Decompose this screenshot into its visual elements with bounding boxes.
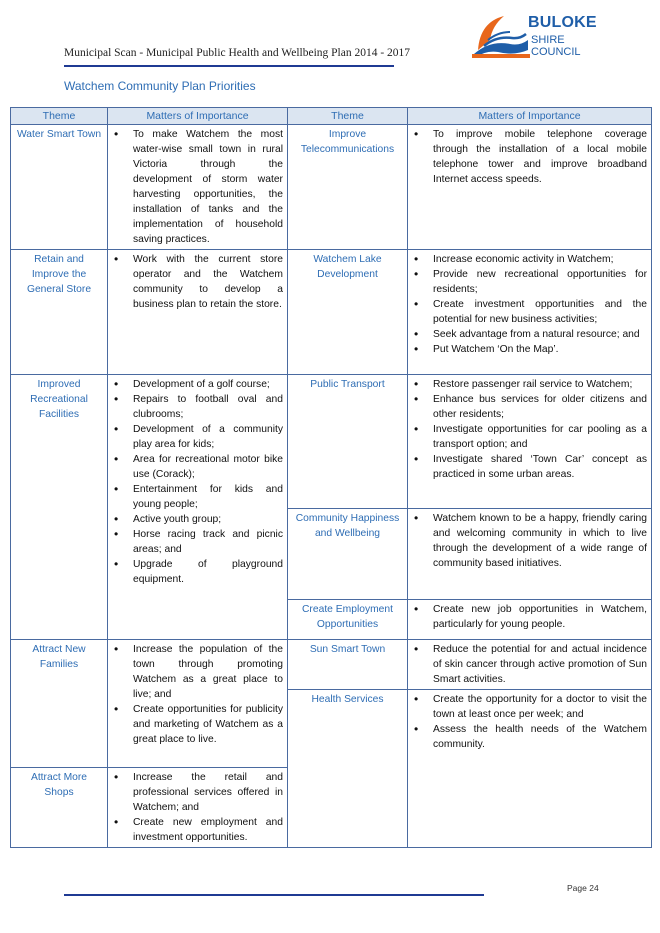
list-item: • To make Watchem the most water-wise small town in rural Victoria through the development of storm water harvesting opportunities, the installation of tanks and the implementation of household saving practices. <box>112 127 283 247</box>
list-item: • Development of a golf course; <box>112 377 283 392</box>
table-row <box>11 640 652 690</box>
matters-cell <box>108 125 288 250</box>
matters-cell <box>408 250 652 375</box>
column-header-matters: Matters of Importance <box>408 108 652 125</box>
list-item: • Seek advantage from a natural resource; and <box>412 327 647 342</box>
priorities-table <box>10 107 652 848</box>
bullet-list <box>412 602 647 632</box>
table-header-row <box>11 108 652 125</box>
theme-cell: Watchem Lake Development <box>288 250 408 375</box>
theme-cell: Sun Smart Town <box>288 640 408 690</box>
list-item: • Watchem known to be a happy, friendly caring and welcoming community in which to live through the development of a wide range of community based initiatives. <box>412 511 647 571</box>
bullet-list <box>412 642 647 687</box>
list-item: • Create investment opportunities and the potential for new business activities; <box>412 297 647 327</box>
bullet-list <box>412 252 647 357</box>
bullet-list <box>112 770 283 845</box>
matters-cell <box>108 640 288 768</box>
list-item: • Create new job opportunities in Watchem, particularly for young people. <box>412 602 647 632</box>
table-row <box>11 375 652 509</box>
theme-cell: Retain and Improve the General Store <box>11 250 108 375</box>
bullet-list <box>412 127 647 187</box>
list-item: • To improve mobile telephone coverage through the installation of a local mobile telephone tower and improve broadband Internet access speeds. <box>412 127 647 187</box>
column-header-theme: Theme <box>288 108 408 125</box>
list-item: • Provide new recreational opportunities for residents; <box>412 267 647 297</box>
list-item: • Create opportunities for publicity and marketing of Watchem as a great place to live. <box>112 702 283 747</box>
list-item: • Increase economic activity in Watchem; <box>412 252 647 267</box>
list-item: • Create new employment and investment opportunities. <box>112 815 283 845</box>
list-item: • Active youth group; <box>112 512 283 527</box>
list-item: • Area for recreational motor bike use (Corack); <box>112 452 283 482</box>
bullet-list <box>412 511 647 571</box>
matters-cell <box>408 125 652 250</box>
list-item: • Entertainment for kids and young people; <box>112 482 283 512</box>
theme-cell: Public Transport <box>288 375 408 509</box>
list-item: • Horse racing track and picnic areas; and <box>112 527 283 557</box>
bullet-list <box>112 377 283 587</box>
bullet-list <box>412 377 647 482</box>
section-title: Watchem Community Plan Priorities <box>64 79 256 93</box>
list-item: • Assess the health needs of the Watchem community. <box>412 722 647 752</box>
list-item: • Investigate shared ‘Town Car’ concept as practiced in some urban areas. <box>412 452 647 482</box>
theme-cell: Improve Telecommunications <box>288 125 408 250</box>
list-item: • Upgrade of playground equipment. <box>112 557 283 587</box>
matters-cell <box>408 375 652 509</box>
matters-cell <box>108 375 288 640</box>
column-header-theme: Theme <box>11 108 108 125</box>
theme-cell: Attract More Shops <box>11 768 108 848</box>
list-item: • Reduce the potential for and actual incidence of skin cancer through active promotion of Sun Smart activities. <box>412 642 647 687</box>
theme-cell: Improved Recreational Facilities <box>11 375 108 640</box>
theme-cell: Health Services <box>288 690 408 848</box>
bullet-list <box>112 127 283 247</box>
list-item: • Enhance bus services for older citizens and other residents; <box>412 392 647 422</box>
document-header-title: Municipal Scan - Municipal Public Health and Wellbeing Plan 2014 - 2017 <box>64 47 411 59</box>
matters-cell <box>408 640 652 690</box>
theme-cell: Community Happiness and Wellbeing <box>288 509 408 600</box>
bullet-list <box>412 692 647 752</box>
list-item: • Restore passenger rail service to Watchem; <box>412 377 647 392</box>
list-item: • Development of a community play area for kids; <box>112 422 283 452</box>
list-item: • Increase the retail and professional services offered in Watchem; and <box>112 770 283 815</box>
column-header-matters: Matters of Importance <box>108 108 288 125</box>
table-row <box>11 250 652 375</box>
matters-cell <box>408 600 652 640</box>
list-item: • Create the opportunity for a doctor to visit the town at least once per week; and <box>412 692 647 722</box>
logo-text-shire-council: SHIRE COUNCIL <box>531 34 581 58</box>
theme-cell: Attract New Families <box>11 640 108 768</box>
footer-divider <box>64 894 484 896</box>
logo-emblem-icon <box>470 10 530 60</box>
list-item: • Work with the current store operator and the Watchem community to develop a business plan to retain the store. <box>112 252 283 312</box>
list-item: • Repairs to football oval and clubrooms; <box>112 392 283 422</box>
list-item: • Investigate opportunities for car pooling as a transport option; and <box>412 422 647 452</box>
logo-text-buloke: BULOKE <box>528 14 597 31</box>
buloke-logo <box>470 10 610 60</box>
theme-cell: Create Employment Opportunities <box>288 600 408 640</box>
list-item: • Put Watchem ‘On the Map’. <box>412 342 647 357</box>
page-number: Page 24 <box>567 883 599 893</box>
matters-cell <box>408 690 652 848</box>
header-divider <box>64 65 394 67</box>
list-item: • Increase the population of the town through promoting Watchem as a great place to live; and <box>112 642 283 702</box>
matters-cell <box>408 509 652 600</box>
matters-cell <box>108 768 288 848</box>
bullet-list <box>112 642 283 747</box>
theme-cell: Water Smart Town <box>11 125 108 250</box>
matters-cell <box>108 250 288 375</box>
table-row <box>11 125 652 250</box>
bullet-list <box>112 252 283 312</box>
